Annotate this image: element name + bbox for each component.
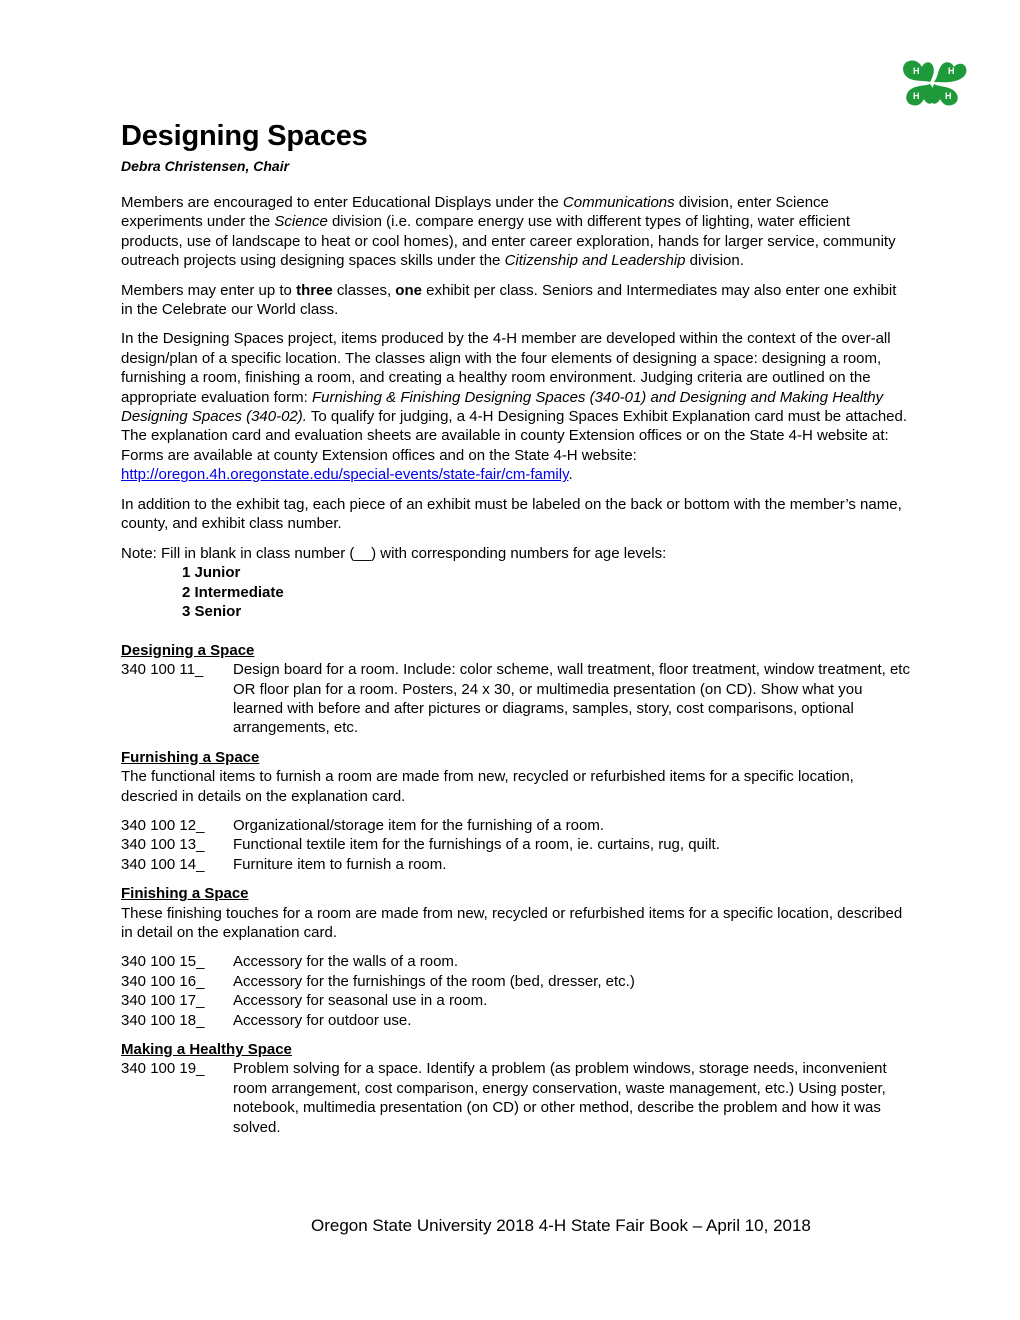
logo-letter: H <box>913 66 920 76</box>
intro-paragraph-labeling: In addition to the exhibit tag, each piece of an exhibit must be labeled on the back or bottom with the member’s name, county, and exhibit class number. <box>121 495 902 533</box>
section-heading-finishing: Finishing a Space <box>121 885 249 903</box>
age-level-item: 1 Junior <box>182 563 241 581</box>
age-level-item: 2 Intermediate <box>182 583 284 601</box>
class-item <box>121 952 911 971</box>
class-code: 340 100 17_ <box>121 992 205 1010</box>
logo-letter: H <box>913 91 920 101</box>
logo-letter: H <box>948 66 955 76</box>
age-level-note: Note: Fill in blank in class number (__) with corresponding numbers for age levels: <box>121 544 667 562</box>
intro-paragraph-limits: Members may enter up to three classes, one exhibit per class. Seniors and Intermediates may also enter one exhibit in the Celebrate our World class. <box>121 281 897 319</box>
class-code: 340 100 19_ <box>121 1060 205 1078</box>
class-item <box>121 855 911 874</box>
section-description: The functional items to furnish a room are made from new, recycled or refurbished items for a specific location, descried in details on the explanation card. <box>121 768 854 805</box>
4h-clover-logo-icon <box>893 58 971 108</box>
class-description: Accessory for the walls of a room. <box>233 953 459 971</box>
class-description: Accessory for seasonal use in a room. <box>233 992 488 1010</box>
class-description: Design board for a room. Include: color scheme, wall treatment, floor treatment, window treatment, etc OR floor plan for a room. Posters, 24 x 30, or multimedia presentation (on CD). Show what you learned with before and after pictures or diagrams, samples, story, cost comparisons, optional arrangements, etc. <box>233 661 910 737</box>
class-description: Furniture item to furnish a room. <box>233 855 447 873</box>
class-description: Accessory for outdoor use. <box>233 1011 412 1029</box>
section-description: These finishing touches for a room are made from new, recycled or refurbished items for a specific location, described in detail on the explanation card. <box>121 904 903 941</box>
section-heading-furnishing: Furnishing a Space <box>121 748 260 766</box>
intro-paragraph-project: In the Designing Spaces project, items produced by the 4-H member are developed within the context of the over-all design/plan of a specific location. The classes align with the four elements of designing a space: designing a room, furnishing a room, finishing a room, and creating a healthy room environment. Judging criteria are outlined on the appropriate evaluation form: Furnishing & Finishing Designing Spaces (340-01) and Designing and Making Healthy Designing Spaces (340-02). To qualify for judging, a 4-H Designing Spaces Exhibit Explanation card must be attached. The explanation card and evaluation sheets are available in county Extension offices or on the State 4-H website at: Forms are available at county Extension offices and on the State 4-H website: http://oregon.4h.oregonstate.edu/special-events/state-fair/cm-family. <box>121 330 908 484</box>
class-code: 340 100 14_ <box>121 855 205 873</box>
class-code: 340 100 16_ <box>121 972 205 990</box>
class-item <box>121 972 911 991</box>
section-heading-healthy: Making a Healthy Space <box>121 1041 292 1058</box>
class-item <box>121 991 911 1010</box>
chair-name: Debra Christensen, Chair <box>121 158 290 174</box>
class-item <box>121 835 911 854</box>
age-level-list <box>182 563 911 622</box>
class-item <box>121 816 911 835</box>
class-description: Accessory for the furnishings of the room (bed, dresser, etc.) <box>233 972 635 990</box>
class-description: Organizational/storage item for the furnishing of a room. <box>233 816 605 834</box>
class-item <box>121 660 911 738</box>
page-title: Designing Spaces <box>121 120 368 152</box>
class-description: Problem solving for a space. Identify a problem (as problem windows, storage needs, inconvenient room arrangement, cost comparison, energy conservation, waste management, etc.) Using poster, notebook, multimedia presentation (on CD) or other method, describe the problem and how it was solved. <box>233 1060 887 1136</box>
class-code: 340 100 18_ <box>121 1011 205 1029</box>
state-fair-link[interactable]: http://oregon.4h.oregonstate.edu/special-events/state-fair/cm-family <box>121 466 569 484</box>
class-code: 340 100 13_ <box>121 836 205 854</box>
intro-paragraph-divisions: Members are encouraged to enter Educational Displays under the Communications division, enter Science experiments under the Science division (i.e. compare energy use with different types of lighting, water efficient products, use of landscape to heat or cool homes), and enter career exploration, hands for larger service, community outreach projects using designing spaces skills under the Citizenship and Leadership division. <box>121 194 896 270</box>
class-item <box>121 1011 911 1030</box>
logo-letter: H <box>945 91 952 101</box>
class-description: Functional textile item for the furnishings of a room, ie. curtains, rug, quilt. <box>233 836 720 854</box>
class-code: 340 100 11_ <box>121 661 204 679</box>
class-code: 340 100 15_ <box>121 953 205 971</box>
document-body <box>121 193 911 1137</box>
class-item <box>121 1059 911 1137</box>
age-level-item: 3 Senior <box>182 603 242 621</box>
page-footer: Oregon State University 2018 4-H State Fair Book – April 10, 2018 <box>311 1216 811 1235</box>
class-code: 340 100 12_ <box>121 816 205 834</box>
section-heading-designing: Designing a Space <box>121 641 255 659</box>
